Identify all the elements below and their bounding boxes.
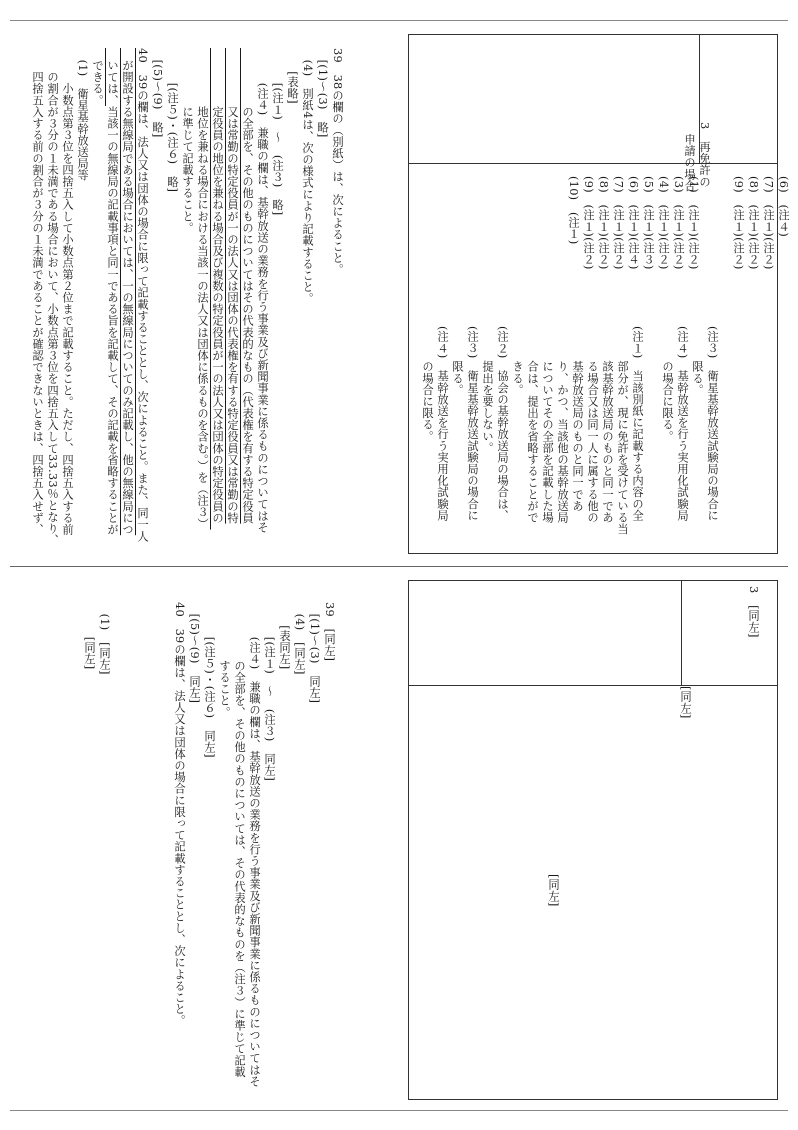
body-line: (4) [同左]: [293, 602, 306, 675]
body-line: 39 38の欄の（別紙）は、次によること。: [331, 48, 344, 276]
lower-table-col-divider: [681, 581, 682, 685]
body-line: [142, 602, 157, 1087]
table-item-line: (4) (注１)(注２): [657, 176, 670, 270]
table-item-line: (7) (注１)(注２): [762, 176, 775, 270]
body-line: [(注５)・(注６) 同左]: [203, 602, 216, 758]
body-line: (1) [同左]: [98, 602, 111, 675]
table-note-line: (注３) 衛星基幹放送試験局の場合に: [466, 326, 479, 522]
table-item-line: (5) (注１)(注３): [642, 176, 655, 270]
bottom-rule: [10, 1110, 788, 1111]
lower-body-text: [82, 602, 337, 1087]
upper-body-text: [30, 48, 345, 546]
table-note-line: についてその全部を記載した場: [541, 326, 554, 524]
body-line: の全部を、その他のものについては、その代表的なものを（注３）に準じて記載: [233, 602, 246, 1078]
table-item-line: (6) (注１)(注４): [627, 176, 640, 270]
table-item-line: (10) (注１): [567, 176, 580, 245]
body-line: 地位を兼ねる場合における当該一の法人又は団体に係るものを含む。）を（注３）: [196, 48, 209, 530]
body-line: 定役員の地位を兼ねる場合及び複数の特定役員が一の法人又は団体の特定役員の: [211, 48, 224, 524]
lower-table: [408, 580, 778, 1100]
table-note-line: 提出を要しない。: [481, 326, 494, 454]
body-line: すること。: [218, 602, 231, 718]
table-note-line: 合は、提出を省略することがで: [526, 326, 539, 524]
table-item-line: (3) (注１)(注２): [672, 176, 685, 270]
body-line: [112, 602, 127, 1087]
table-item-line: (9) (注１)(注２): [732, 176, 745, 270]
table-note-line: (注２) 協会の基幹放送局の場合は、: [496, 326, 509, 522]
body-line: [(注５)・(注６) 略]: [166, 48, 179, 193]
table-note-line: 部分が、現に免許を受けている当: [616, 326, 629, 535]
body-line: が開設する無線局である場合においては、一の無線局についてのみ記載し、他の無線局につ: [121, 48, 134, 536]
body-line: (注４) 兼職の欄は、基幹放送の業務を行う事業及び新聞事業に係るものについてはそ: [248, 602, 261, 1088]
table-note-line: る場合又は同一人に属する他の: [586, 326, 599, 524]
table-note-line: の場合に限る。: [661, 326, 674, 442]
current-text-section: [10, 574, 788, 1104]
body-line: (1) 衛星基幹放送局等: [76, 48, 89, 181]
table-item-line: (7) (注１)(注２): [612, 176, 625, 270]
table-note-line: (注３) 衛星基幹放送試験局の場合に: [706, 326, 719, 522]
body-line: [(5)～(9) 同左]: [188, 602, 201, 704]
table-item-line: (1) (注１)(注２): [687, 176, 700, 270]
body-line: [同左]: [83, 602, 96, 670]
revised-text-section: [10, 26, 788, 560]
table-note-line: 限る。: [691, 326, 704, 396]
table-item-line: (8) (注１)(注２): [747, 176, 760, 270]
table-item-line: [701, 176, 716, 270]
table-note-line: 該基幹放送局のものと同一であ: [601, 326, 614, 524]
body-line: 40 39の欄は、法人又は団体の場合に限って記載することとし、次によること。また、同一人: [136, 48, 149, 542]
table-note-line: り、かつ、当該他の基幹放送局: [556, 326, 569, 524]
body-line: [(1)～(3) 同左]: [308, 602, 321, 704]
body-line: できる。: [91, 48, 104, 106]
body-line: [表略]: [286, 48, 299, 104]
table-item-line: (9) (注１)(注２): [582, 176, 595, 270]
lower-table-row-label: 3 [同左]: [747, 586, 760, 638]
body-line: 又は常勤の特定役員が一の法人又は団体の代表権を有する特定役員又は常勤の特: [226, 48, 239, 524]
body-line: 40 39の欄は、法人又は団体の場合に限って記載することとし、次によること。: [173, 602, 186, 1027]
body-line: 四捨五入する前の割合が３分の１未満であることが確認できないときは、四捨五入せず、: [31, 48, 44, 536]
body-line: [表同左]: [278, 602, 291, 670]
body-line: [(5)～(9) 略]: [151, 48, 164, 138]
body-line: [(1)～(3) 略]: [316, 48, 329, 138]
table-note-line: 限る。: [451, 326, 464, 396]
body-line: の割合が３分の１未満である場合において、小数点第３位を四捨五入して33.33％となり、: [46, 48, 59, 546]
top-rule: [10, 20, 788, 21]
body-line: [(注１) ～ (注３) 略]: [271, 48, 284, 216]
body-line: 小数点第３位を四捨五入して小数点第２位まで記載すること。ただし、四捨五入する前: [61, 48, 74, 536]
body-line: (4) 別紙4は、次の様式により記載すること。: [301, 48, 314, 305]
body-line: 39 [同左]: [323, 602, 336, 662]
table-item-line: [716, 176, 731, 270]
table-item-line: (6) (注４): [777, 176, 790, 238]
table-note-line: (注１) 当該別紙に記載する内容の全: [631, 326, 644, 522]
row-label-line: 3 再免許の: [698, 122, 711, 188]
upper-table-notes: [420, 326, 720, 535]
body-line: [(注１) ～ (注３) 同左]: [263, 602, 276, 782]
body-line: [127, 602, 142, 1087]
table-note-line: (注４) 基幹放送を行う実用化試験局: [676, 326, 689, 522]
body-line: いては、当該一の無線局の記載事項と同一である旨を記載して、その記載を省略することが: [106, 48, 119, 536]
lower-table-col-b: [同左]: [547, 874, 560, 907]
body-line: に準じて記載すること。: [181, 48, 194, 234]
table-item-line: (8) (注１)(注２): [597, 176, 610, 270]
table-note-line: 基幹放送局のものと同一であ: [571, 326, 584, 512]
body-line: (注４) 兼職の欄は、基幹放送の業務を行う事業及び新聞事業に係るものについてはそ: [256, 48, 269, 534]
table-note-line: の場合に限る。: [421, 326, 434, 442]
lower-table-col-a: [同左]: [679, 686, 692, 719]
upper-table-divider: [409, 163, 777, 164]
middle-rule: [10, 566, 788, 567]
lower-table-divider: [409, 685, 777, 686]
row-label-line: 申請の場合: [683, 122, 696, 192]
table-note-line: きる。: [511, 326, 524, 396]
body-line: の全部を、その他のものについてはその代表的なもの（代表権を有する特定役員: [241, 48, 254, 524]
table-note-line: [645, 326, 660, 535]
table-note-line: (注４) 基幹放送を行う実用化試験局: [436, 326, 449, 522]
body-line: [157, 602, 172, 1087]
upper-table-items: [566, 176, 791, 270]
